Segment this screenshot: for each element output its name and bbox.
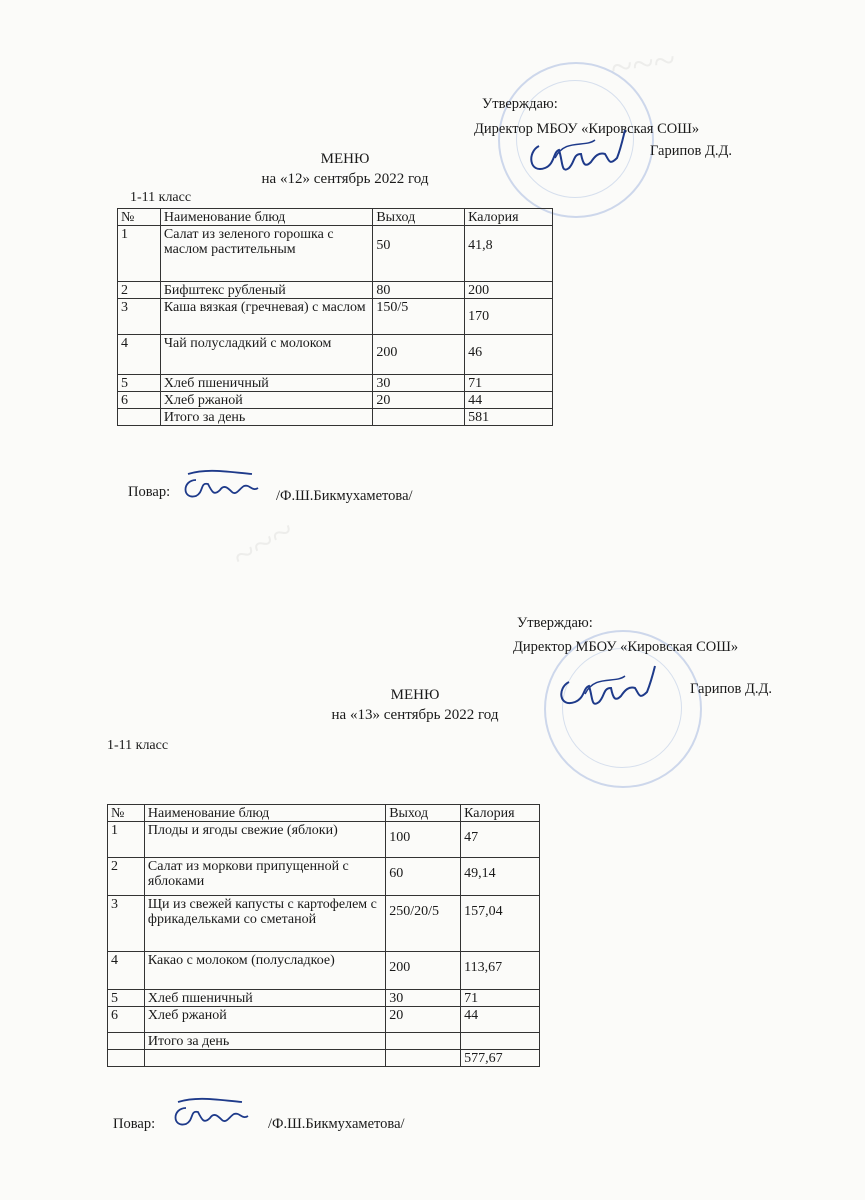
table-row: [118, 299, 553, 335]
total-empty-cell: [386, 1033, 461, 1050]
col-header-number: №: [108, 805, 145, 822]
total-empty-cell: [461, 1033, 540, 1050]
table-row: [108, 1007, 540, 1033]
bleed-through-mark: ~~~: [607, 36, 678, 91]
total-value: 577,67: [461, 1050, 540, 1067]
approve-label: Утверждаю:: [482, 96, 558, 112]
dish-name: Хлеб ржаной: [160, 392, 372, 409]
director-signature: [525, 118, 635, 188]
dish-name: Чай полусладкий с молоком: [160, 335, 372, 375]
approve-position: Директор МБОУ «Кировская СОШ»: [474, 121, 700, 137]
total-label: Итого за день: [144, 1033, 385, 1050]
dish-name: Хлеб пшеничный: [144, 990, 385, 1007]
dish-output: 30: [386, 990, 461, 1007]
approve-position: Директор МБОУ «Кировская СОШ»: [513, 639, 739, 655]
row-number: 1: [108, 822, 145, 858]
total-empty-cell: [118, 409, 161, 426]
dish-calories: 44: [461, 1007, 540, 1033]
bleed-through-mark: ~~~: [223, 507, 302, 580]
table-row: [108, 896, 540, 952]
dish-calories: 200: [465, 282, 553, 299]
col-header-dish: Наименование блюд: [144, 805, 385, 822]
col-header-number: №: [118, 209, 161, 226]
row-number: 5: [118, 375, 161, 392]
cook-label: Повар:: [128, 484, 171, 500]
menu-title: МЕНЮ: [320, 151, 370, 167]
col-header-output: Выход: [373, 209, 465, 226]
dish-calories: 47: [461, 822, 540, 858]
class-label: 1-11 класс: [107, 738, 169, 753]
dish-calories: 157,04: [461, 896, 540, 952]
cook-name: /Ф.Ш.Бикмухаметова/: [268, 1116, 405, 1132]
table-row: [118, 392, 553, 409]
dish-calories: 71: [461, 990, 540, 1007]
dish-output: 60: [386, 858, 461, 896]
approve-name: Гарипов Д.Д.: [650, 143, 732, 159]
cook-name: /Ф.Ш.Бикмухаметова/: [276, 488, 413, 504]
total-label: Итого за день: [160, 409, 372, 426]
table-row: [118, 282, 553, 299]
total-value-row: [108, 1050, 540, 1067]
approve-label: Утверждаю:: [517, 615, 593, 631]
table-row: [108, 858, 540, 896]
total-value: 581: [465, 409, 553, 426]
dish-name: Плоды и ягоды свежие (яблоки): [144, 822, 385, 858]
row-number: 2: [118, 282, 161, 299]
dish-name: Каша вязкая (гречневая) с маслом: [160, 299, 372, 335]
total-row: [118, 409, 553, 426]
cook-signature: [178, 466, 268, 506]
total-empty-cell: [108, 1050, 145, 1067]
director-signature: [555, 660, 665, 720]
dish-name: Какао с молоком (полусладкое): [144, 952, 385, 990]
dish-output: 200: [373, 335, 465, 375]
dish-calories: 46: [465, 335, 553, 375]
table-row: [108, 952, 540, 990]
approve-name: Гарипов Д.Д.: [690, 681, 772, 697]
dish-output: 100: [386, 822, 461, 858]
table-row: [118, 335, 553, 375]
total-empty-cell: [144, 1050, 385, 1067]
row-number: 6: [108, 1007, 145, 1033]
total-row: [108, 1033, 540, 1050]
row-number: 2: [108, 858, 145, 896]
dish-output: 20: [373, 392, 465, 409]
row-number: 3: [108, 896, 145, 952]
row-number: 4: [118, 335, 161, 375]
dish-output: 200: [386, 952, 461, 990]
row-number: 6: [118, 392, 161, 409]
total-empty-cell: [386, 1050, 461, 1067]
dish-calories: 49,14: [461, 858, 540, 896]
dish-output: 20: [386, 1007, 461, 1033]
dish-name: Хлеб пшеничный: [160, 375, 372, 392]
table-row: [108, 822, 540, 858]
dish-name: Хлеб ржаной: [144, 1007, 385, 1033]
menu-table: [117, 208, 553, 426]
dish-output: 80: [373, 282, 465, 299]
dish-name: Бифштекс рубленый: [160, 282, 372, 299]
dish-calories: 41,8: [465, 226, 553, 282]
dish-output: 50: [373, 226, 465, 282]
total-empty-cell: [108, 1033, 145, 1050]
row-number: 5: [108, 990, 145, 1007]
menu-date: на «13» сентябрь 2022 год: [331, 707, 499, 723]
col-header-calories: Калория: [461, 805, 540, 822]
total-empty-cell: [373, 409, 465, 426]
row-number: 3: [118, 299, 161, 335]
table-header-row: [108, 805, 540, 822]
table-header-row: [118, 209, 553, 226]
col-header-dish: Наименование блюд: [160, 209, 372, 226]
dish-output: 150/5: [373, 299, 465, 335]
row-number: 1: [118, 226, 161, 282]
row-number: 4: [108, 952, 145, 990]
col-header-output: Выход: [386, 805, 461, 822]
menu-title: МЕНЮ: [390, 687, 440, 703]
table-row: [118, 226, 553, 282]
table-row: [108, 990, 540, 1007]
cook-label: Повар:: [113, 1116, 156, 1132]
dish-name: Щи из свежей капусты с картофелем с фрикадельками со сметаной: [144, 896, 385, 952]
table-row: [118, 375, 553, 392]
dish-calories: 44: [465, 392, 553, 409]
dish-output: 250/20/5: [386, 896, 461, 952]
dish-calories: 71: [465, 375, 553, 392]
col-header-calories: Калория: [465, 209, 553, 226]
dish-output: 30: [373, 375, 465, 392]
dish-calories: 113,67: [461, 952, 540, 990]
class-label: 1-11 класс: [130, 190, 192, 205]
menu-date: на «12» сентябрь 2022 год: [261, 171, 429, 187]
cook-signature: [168, 1094, 258, 1134]
dish-calories: 170: [465, 299, 553, 335]
menu-table: [107, 804, 540, 1067]
dish-name: Салат из зеленого горошка с маслом растительным: [160, 226, 372, 282]
dish-name: Салат из моркови припущенной с яблоками: [144, 858, 385, 896]
